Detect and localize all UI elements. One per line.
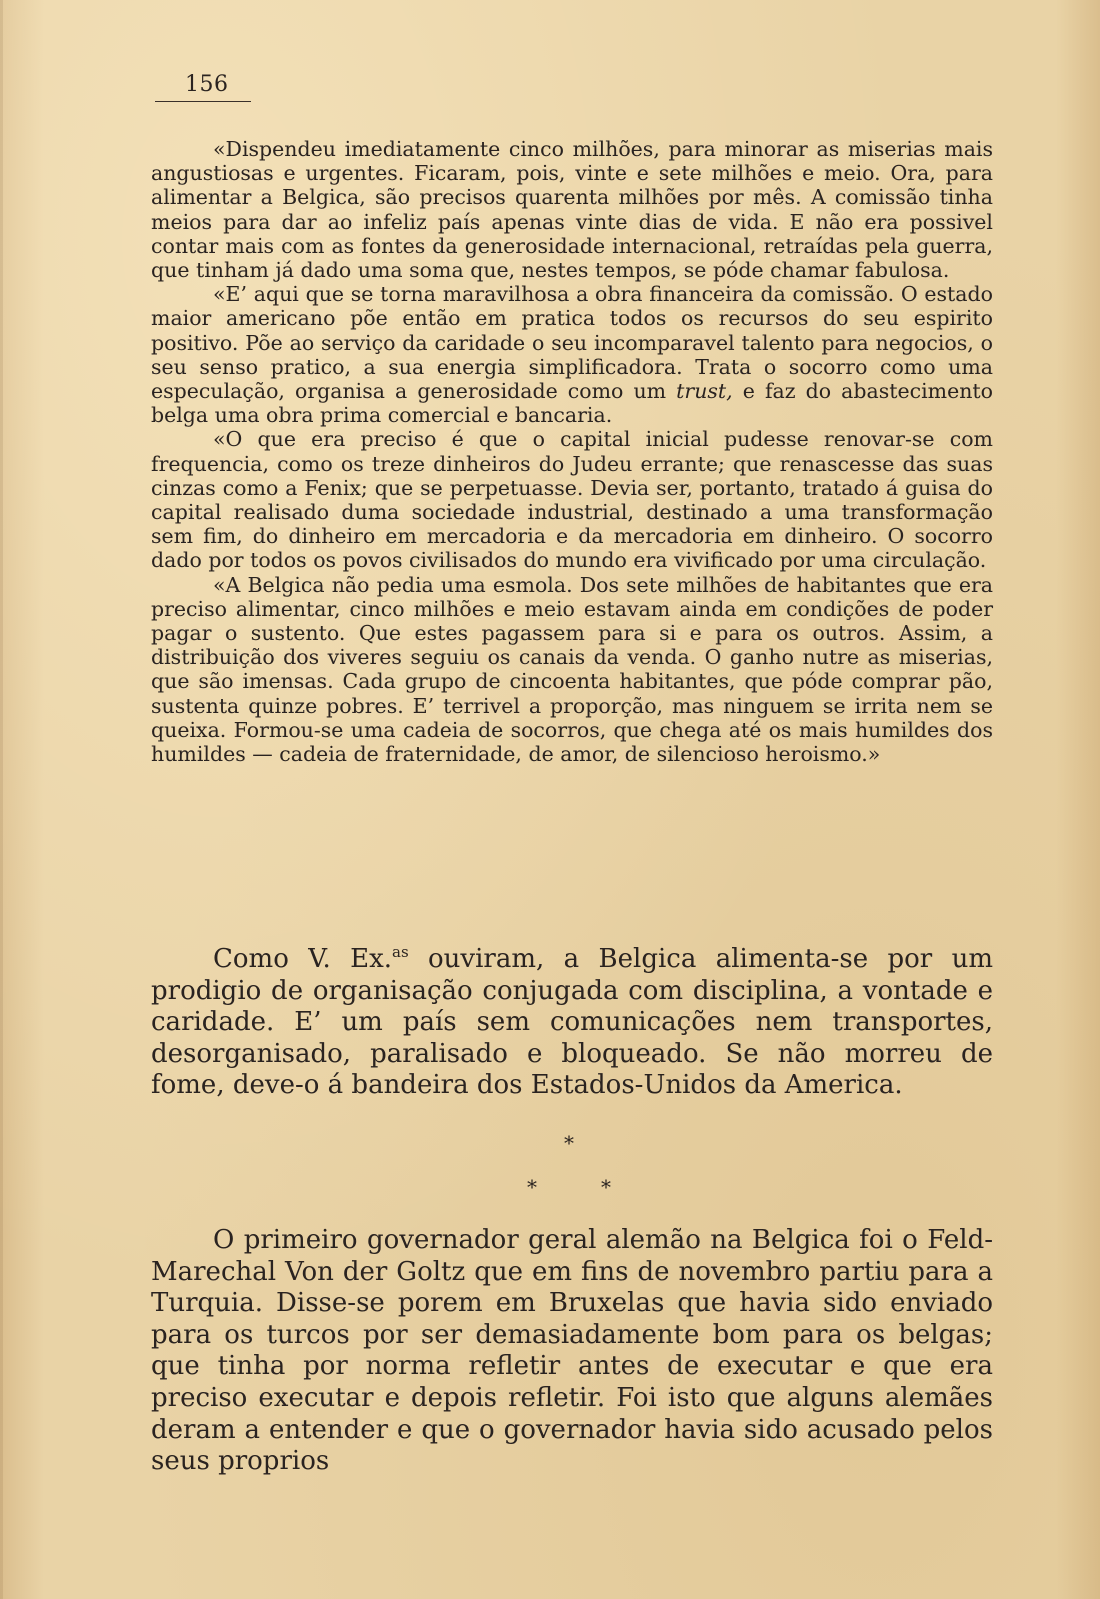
quote-italic-word: trust, xyxy=(676,379,733,404)
body-paragraph-1-rest: ouviram, a Belgica alimenta-se por um prodigio de organisação conjugada com disciplina, a vontade e caridade. E’ um país sem comunicações nem transportes, desorganisado, paralisado e bloqueado. Se não morreu de fome, deve-o á bandeira dos Estados-Unidos da America. xyxy=(151,944,993,1101)
quote-paragraph-2-text-a: «E’ aqui que se torna maravilhosa a obra financeira da comissão. O estado maior americano põe então em pratica todos os recursos do seu espirito positivo. Põe ao serviço da caridade o seu incomparavel talento para negocios, o seu senso pratico, a sua energia simplificadora. Trata o socorro como uma especulação, organisa a generosidade como um xyxy=(151,282,993,404)
quote-paragraph-2-text-b: e faz do abastecimento belga uma obra prima comercial e bancaria. xyxy=(151,379,993,428)
asterism-star: * xyxy=(527,1175,537,1199)
body-paragraph-2-text: O primeiro governador geral alemão na Belgica foi o Feld-Marechal Von der Goltz que em fins de novembro partiu para a Turquia. Disse-se porem em Bruxelas que havia sido enviado para os turcos por ser demasiadamente bom para os belgas; que tinha por norma refletir antes de executar e que era preciso executar e depois refletir. Foi isto que alguns alemães deram a entender e que o governador havia sido acusado pelos seus proprios xyxy=(151,1225,993,1477)
quote-paragraph-3: «O que era preciso é que o capital inicial pudesse renovar-se com frequencia, como os treze dinheiros do Judeu errante; que renascesse das suas cinzas como a Fenix; que se perpetuasse. Devia ser, portanto, tratado á guisa do capital realisado duma sociedade industrial, destinado a uma transformação sem fim, do dinheiro em mercadoria e da mercadoria em dinheiro. O socorro dado por todos os povos civilisados do mundo era vivificado por uma circulação. xyxy=(151,427,993,573)
body-paragraph-1-text xyxy=(151,944,993,1102)
body-paragraph-1 xyxy=(151,944,993,1102)
body-paragraph-1-lead: Como V. Ex. xyxy=(213,944,393,974)
superscript-as: as xyxy=(392,943,409,961)
body-paragraph-2 xyxy=(151,1225,993,1478)
asterism-star: * xyxy=(564,1131,574,1155)
quote-paragraph-2 xyxy=(151,282,993,427)
quoted-passage xyxy=(151,137,993,766)
page-edge-shadow xyxy=(0,0,3,1599)
asterism-star: * xyxy=(601,1175,611,1199)
page-number: 156 xyxy=(185,72,229,97)
quote-paragraph-1: «Dispendeu imediatamente cinco milhões, para minorar as miserias mais angustiosas e urgentes. Ficaram, pois, vinte e sete milhões e meio. Ora, para alimentar a Belgica, são precisos quarenta milhões por mês. A comissão tinha meios para dar ao infeliz país apenas vinte dias de vida. E não era possivel contar mais com as fontes da generosidade internacional, retraídas pela guerra, que tinham já dado uma soma que, nestes tempos, se póde chamar fabulosa. xyxy=(151,137,993,283)
header-rule xyxy=(155,101,251,102)
quote-paragraph-4: «A Belgica não pedia uma esmola. Dos sete milhões de habitantes que era preciso alimentar, cinco milhões e meio estavam ainda em condições de poder pagar o sustento. Que estes pagassem para si e para os outros. Assim, a distribuição dos viveres seguiu os canais da venda. O ganho nutre as miserias, que são imensas. Cada grupo de cincoenta habitantes, que póde comprar pão, sustenta quinze pobres. E’ terrivel a proporção, mas ninguem se irrita nem se queixa. Formou-se uma cadeia de socorros, que chega até os mais humildes dos humildes — cadeia de fraternidade, de amor, de silencioso heroismo.» xyxy=(151,572,993,767)
